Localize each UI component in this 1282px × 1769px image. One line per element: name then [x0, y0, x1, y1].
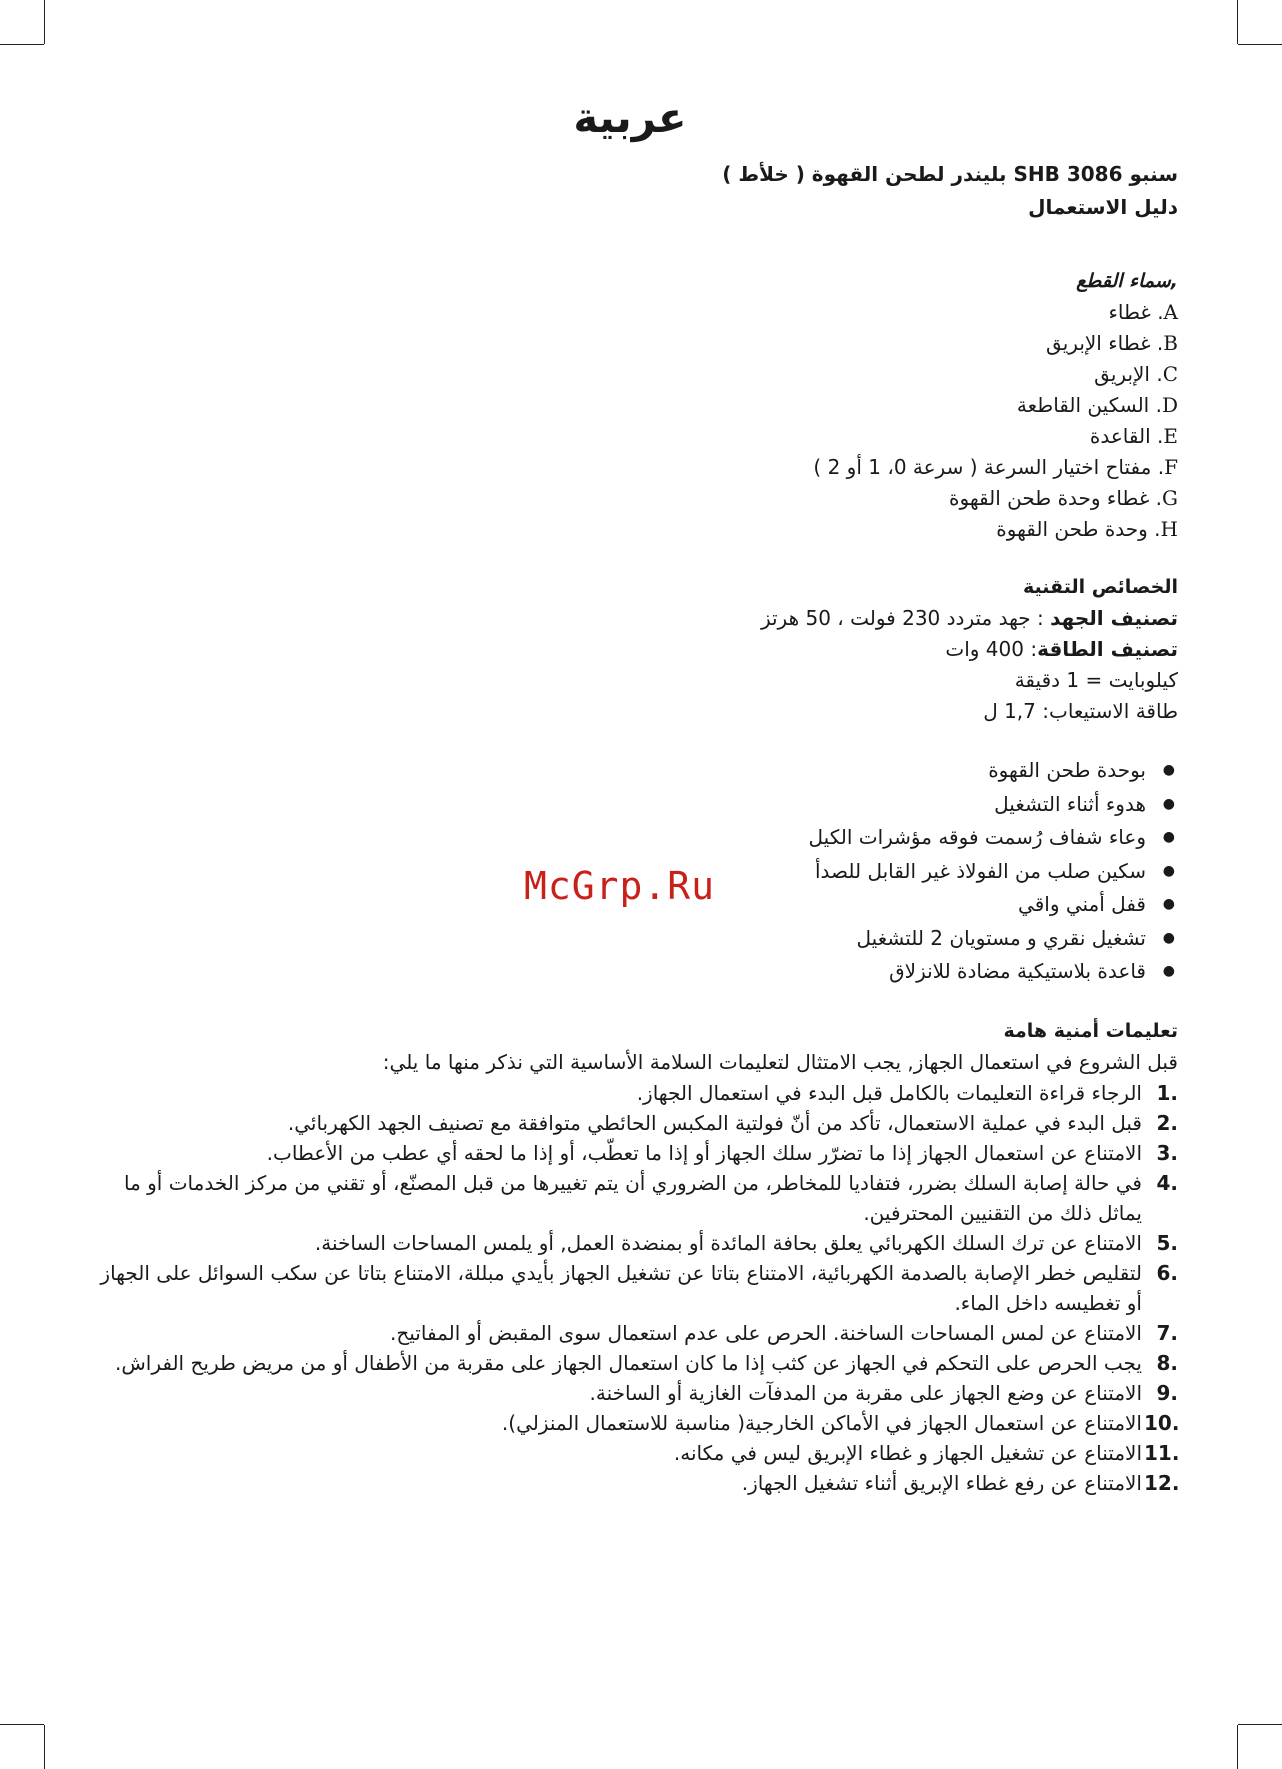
rule-text: يجب الحرص على التحكم في الجهاز عن كثب إذا ما كان استعمال الجهاز على مقربة من الأطفال أو من مريض طريح الفراش. [114, 1350, 1142, 1375]
part-letter: G [1162, 486, 1178, 510]
rule-number: 9. [1156, 1380, 1178, 1405]
rule-text: الامتناع عن ترك السلك الكهربائي يعلق بحافة المائدة أو بمنضدة العمل, أو يلمس المساحات الساخنة. [314, 1230, 1142, 1255]
list-item [98, 514, 1178, 545]
crop-mark [1238, 1724, 1282, 1725]
crop-mark [44, 1725, 45, 1769]
list-item [98, 390, 1178, 421]
crop-mark [1237, 0, 1238, 44]
capacity-spec: طاقة الاستيعاب: 1,7 ل [983, 699, 1178, 723]
list-item [98, 1108, 1178, 1138]
list-item [98, 1228, 1178, 1258]
part-letter: D [1161, 393, 1178, 417]
bullet-icon: ● [1162, 963, 1175, 979]
parts-list [98, 297, 1178, 545]
part-label: . غطاء الإبريق [1046, 331, 1164, 355]
part-letter: B [1163, 331, 1178, 355]
crop-mark [0, 44, 44, 45]
list-item [98, 1348, 1178, 1378]
part-label: . مفتاح اختيار السرعة ( سرعة 0، 1 أو 2 ) [813, 455, 1165, 479]
rule-number: 11. [1144, 1440, 1180, 1465]
rule-number: 10. [1144, 1410, 1180, 1435]
part-label: . القاعدة [1089, 424, 1164, 448]
list-item [98, 359, 1178, 390]
safety-rules-list [98, 1078, 1178, 1498]
product-title: سنبو SHB 3086 بليندر لطحن القهوة ( خلأط ) [722, 162, 1178, 186]
list-item [98, 452, 1178, 483]
manual-title: دليل الاستعمال [1028, 195, 1178, 219]
part-label: . الإبريق [1094, 362, 1163, 386]
crop-mark [1238, 44, 1282, 45]
power-value: : 400 وات [945, 637, 1038, 661]
bullet-icon: ● [1162, 929, 1175, 946]
voltage-spec [98, 603, 1178, 634]
list-item [98, 1378, 1178, 1408]
rule-text: الرجاء قراءة التعليمات بالكامل قبل البدء في استعمال الجهاز. [636, 1080, 1142, 1105]
rule-number: 12. [1144, 1470, 1180, 1495]
crop-mark [0, 1724, 44, 1725]
rule-number: 3. [1156, 1140, 1178, 1165]
list-item [98, 1468, 1178, 1498]
crop-mark [44, 0, 45, 44]
watermark-text: McGrp.Ru [524, 864, 716, 908]
part-letter: H [1160, 517, 1178, 541]
rule-number: 8. [1156, 1350, 1178, 1375]
rule-number: 1. [1156, 1080, 1178, 1105]
part-letter: E [1163, 424, 1178, 448]
rule-text: الامتناع عن وضع الجهاز على مقربة من المدفآت الغازية أو الساخنة. [589, 1380, 1142, 1405]
part-label: . وحدة طحن القهوة [996, 517, 1161, 541]
rule-text: لتقليص خطر الإصابة بالصدمة الكهربائية، الامتناع بتاتا عن تشغيل الجهاز بأيدي مبللة، الامتناع بتاتا عن سكب السوائل على الجهاز أو تغطيسه داخل الماء. [100, 1260, 1142, 1315]
feature-text: بوحدة طحن القهوة [988, 758, 1146, 782]
document-body [98, 158, 1178, 1498]
rule-number: 5. [1156, 1230, 1178, 1255]
rule-text: في حالة إصابة السلك بضرر، فتفاديا للمخاطر، من الضروري أن يتم تغييرها من قبل المصنّع، أو تقني من مركز الخدمات أو ما يماثل ذلك من التقنيين المحترفين. [123, 1170, 1142, 1225]
rule-number: 7. [1156, 1320, 1178, 1345]
part-letter: A [1163, 300, 1178, 324]
part-letter: C [1162, 362, 1178, 386]
feature-text: سكين صلب من الفولاذ غير القابل للصدأ [814, 858, 1146, 883]
list-item [98, 821, 1178, 855]
list-item [98, 1258, 1178, 1318]
bullet-icon: ● [1162, 762, 1175, 778]
feature-text: تشغيل نقري و مستويان 2 للتشغيل [856, 925, 1146, 950]
rule-text: الامتناع عن استعمال الجهاز في الأماكن الخارجية( مناسبة للاستعمال المنزلي). [501, 1410, 1142, 1435]
list-item [98, 297, 1178, 328]
list-item [98, 1318, 1178, 1348]
list-item [98, 754, 1178, 788]
crop-mark [1237, 1725, 1238, 1769]
list-item [98, 328, 1178, 359]
list-item [98, 788, 1178, 822]
list-item [98, 922, 1178, 956]
feature-text: قفل أمني واقي [1018, 892, 1146, 916]
part-label: . السكين القاطعة [1016, 393, 1162, 417]
specs-heading: الخصائص التقنية [1023, 576, 1178, 598]
safety-intro: قبل الشروع في استعمال الجهاز, يجب الامتثال لتعليمات السلامة الأساسية التي نذكر منها ما يلي: [382, 1049, 1178, 1074]
bullet-icon: ● [1162, 829, 1175, 845]
list-item [98, 1438, 1178, 1468]
list-item [98, 421, 1178, 452]
rule-text: الامتناع عن لمس المساحات الساخنة. الحرص على عدم استعمال سوى المقبض أو المفاتيح. [390, 1320, 1142, 1345]
safety-heading: تعليمات أمنية هامة [1003, 1019, 1178, 1042]
feature-text: قاعدة بلاستيكية مضادة للانزلاق [889, 959, 1146, 983]
rule-number: 2. [1156, 1110, 1178, 1135]
page-title: عربية [573, 93, 687, 142]
voltage-value: : جهد متردد 230 فولت ، 50 هرتز [760, 606, 1051, 630]
list-item [98, 1078, 1178, 1108]
list-item [98, 1408, 1178, 1438]
part-label: . غطاء [1108, 300, 1164, 324]
bullet-icon: ● [1162, 795, 1175, 812]
power-spec [98, 634, 1178, 665]
list-item [98, 1168, 1178, 1228]
bullet-icon: ● [1162, 862, 1175, 879]
rule-number: 6. [1156, 1260, 1178, 1285]
rule-text: الامتناع عن رفع غطاء الإبريق أثناء تشغيل الجهاز. [741, 1470, 1142, 1495]
rule-number: 4. [1156, 1170, 1178, 1195]
list-item [98, 1138, 1178, 1168]
part-label: . غطاء وحدة طحن القهوة [949, 486, 1163, 510]
rule-text: الامتناع عن استعمال الجهاز إذا ما تضرّر سلك الجهاز أو إذا ما تعطّب، أو إذا ما لحقه أي عطب من الأعطاب. [266, 1140, 1142, 1165]
feature-text: وعاء شفاف رُسمت فوقه مؤشرات الكيل [808, 825, 1146, 849]
part-letter: F [1164, 455, 1178, 479]
kwh-spec: كيلوبايت = 1 دقيقة [1014, 668, 1178, 692]
rule-text: قبل البدء في عملية الاستعمال، تأكد من أنّ فولتية المكبس الحائطي متوافقة مع تصنيف الجهد الكهربائي. [287, 1110, 1142, 1135]
voltage-label: تصنيف الجهد [1050, 606, 1178, 630]
list-item [98, 483, 1178, 514]
parts-heading: ,سماء القطع [1076, 270, 1178, 292]
rule-text: الامتناع عن تشغيل الجهاز و غطاء الإبريق ليس في مكانه. [673, 1440, 1142, 1465]
bullet-icon: ● [1162, 896, 1175, 912]
feature-text: هدوء أثناء التشغيل [994, 791, 1146, 816]
list-item [98, 955, 1178, 989]
power-label: تصنيف الطاقة [1037, 637, 1178, 661]
